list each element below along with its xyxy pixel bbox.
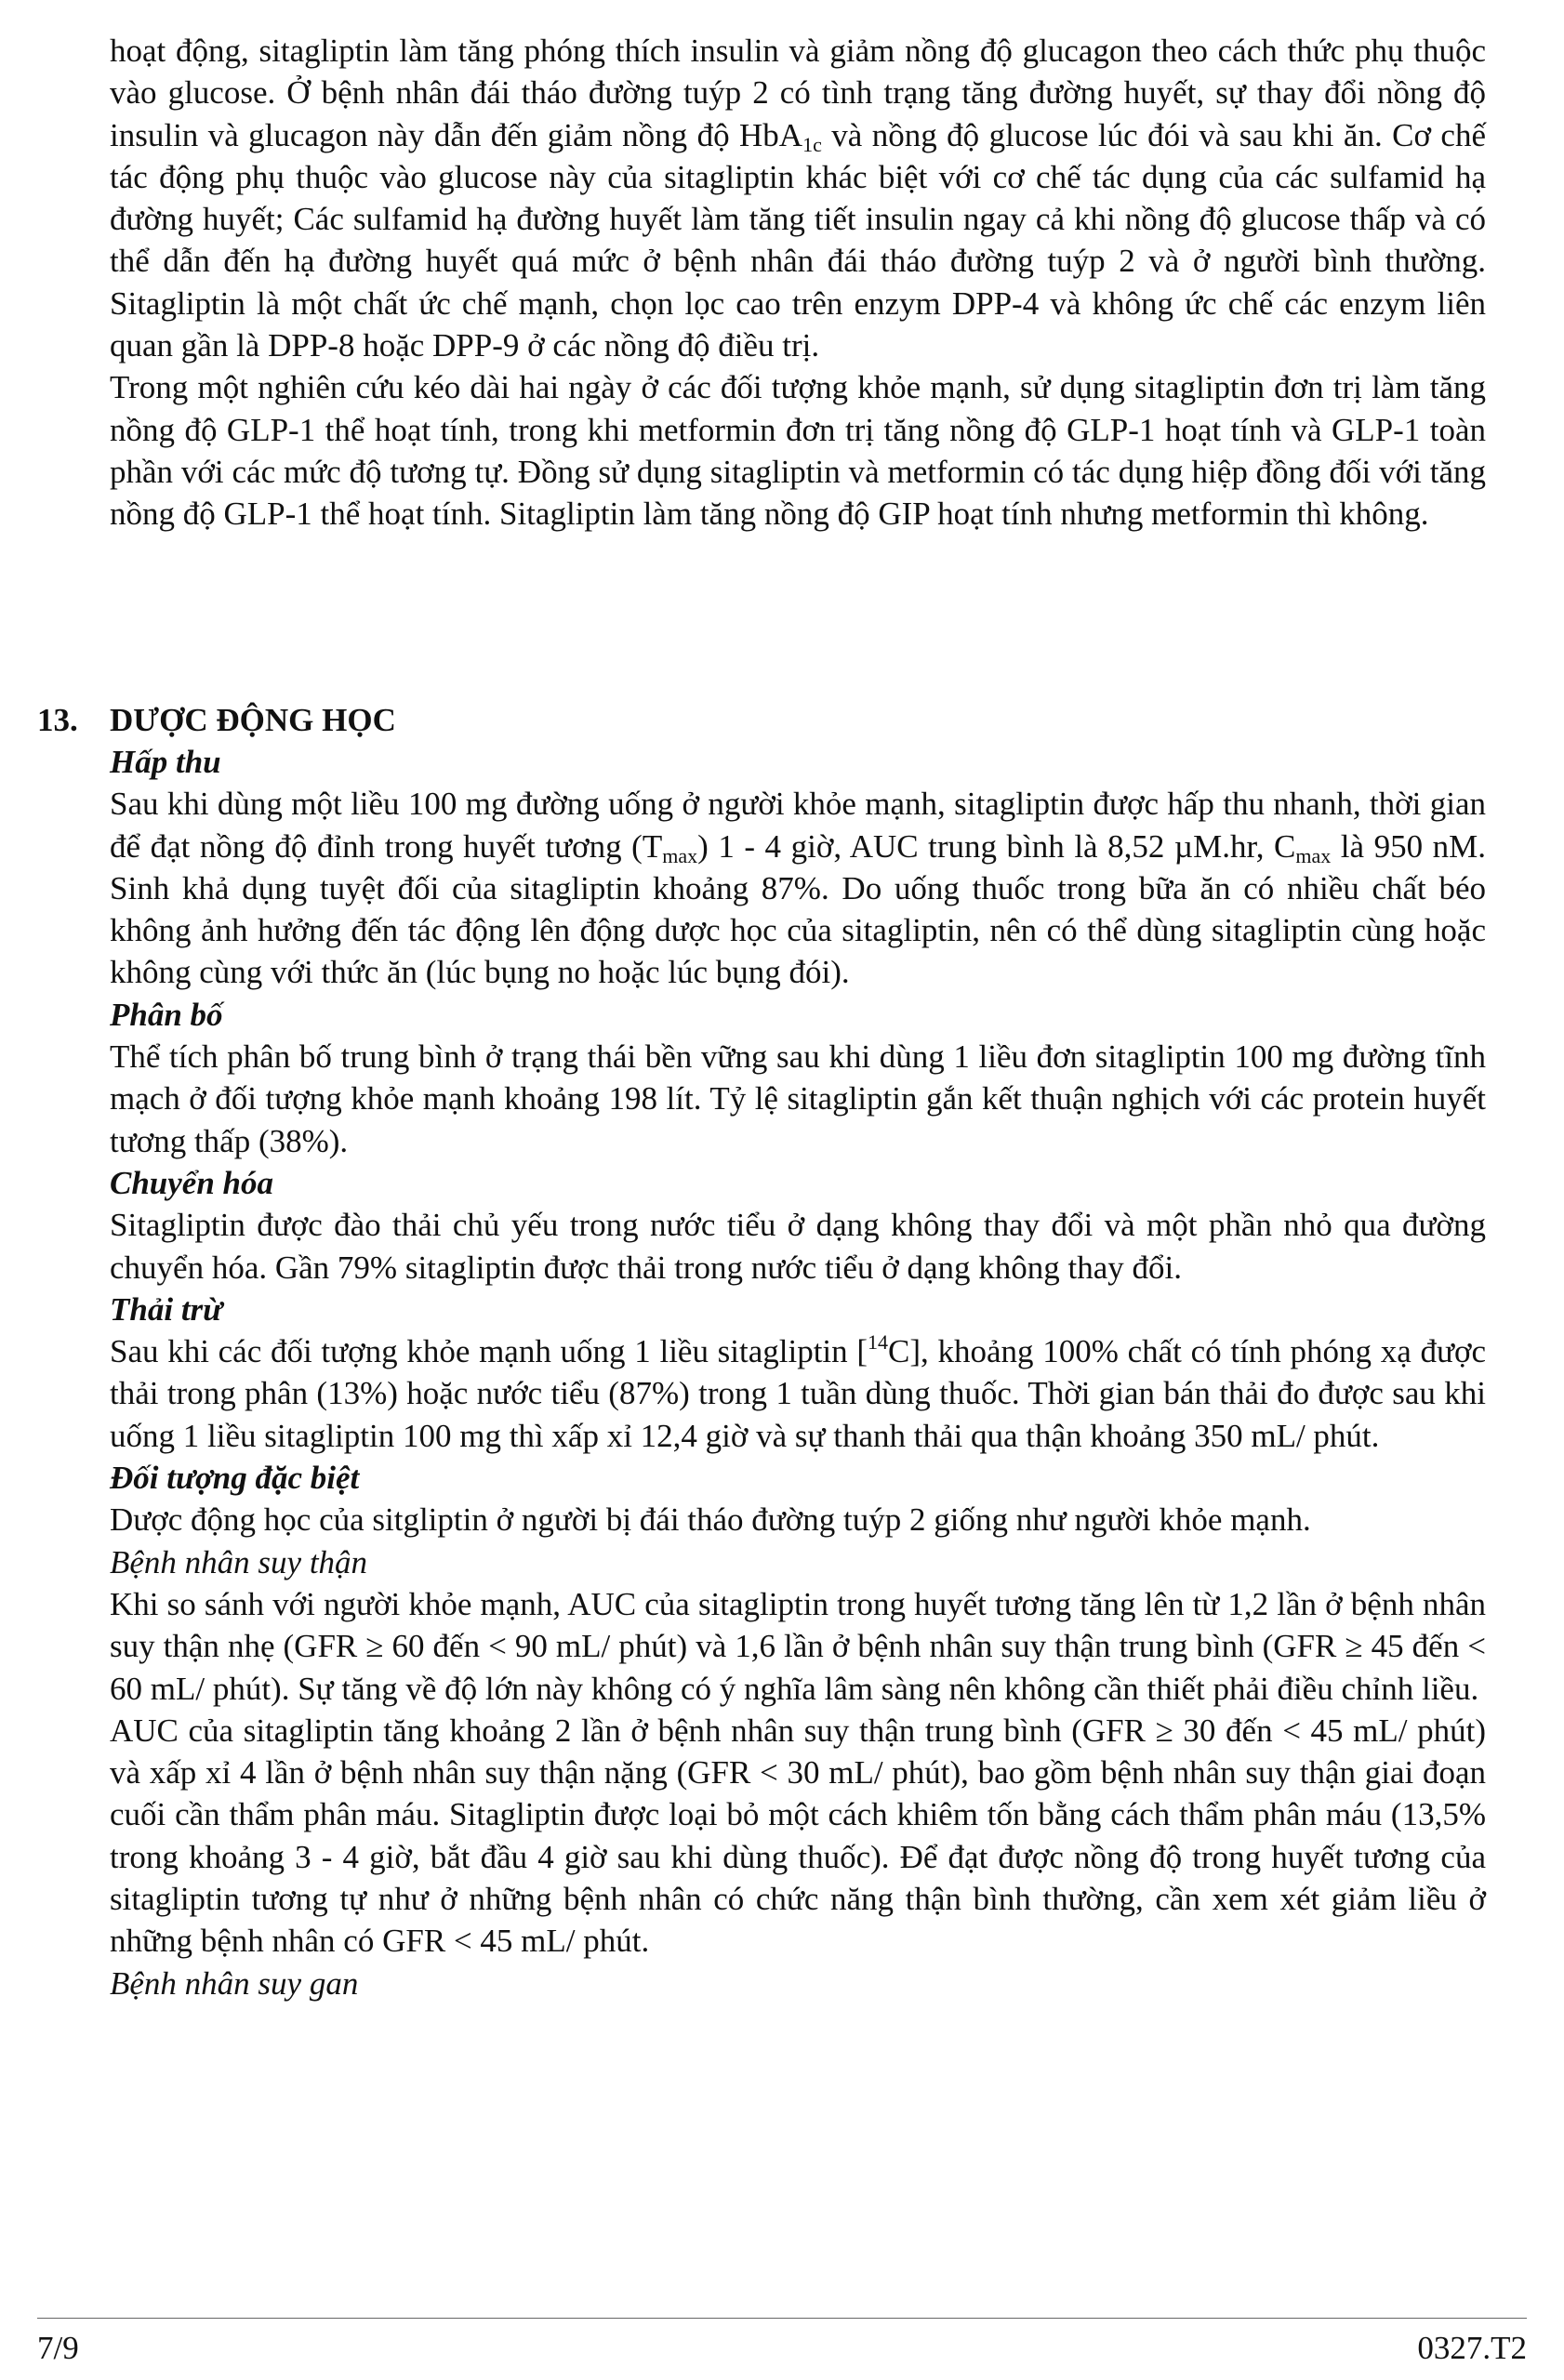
heading-absorption: Hấp thu — [110, 744, 221, 780]
section-number: 13. — [37, 702, 78, 738]
section-title-text: DƯỢC ĐỘNG HỌC — [110, 702, 396, 738]
footer-page-number: 7/9 — [37, 2330, 79, 2366]
cmax-subscript: max — [1295, 843, 1332, 867]
excretion-text-b: C], khoảng 100% chất có tính phóng xạ được thải trong phân (13%) hoặc nước tiểu (87%) trong 1 tuần dùng thuốc. Thời gian bán thải đo được sau khi uống 1 liều sitagliptin 100 mg thì xấp xỉ 12,4 giờ và sự thanh thải qua thận khoảng 350 mL/ phút. — [110, 1333, 1486, 1454]
paragraph-absorption — [110, 783, 1486, 993]
heading-special-populations: Đối tượng đặc biệt — [110, 1460, 360, 1497]
paragraph-excretion — [110, 1330, 1486, 1457]
intro-paragraph-1 — [110, 30, 1486, 366]
absorption-text-b: ) 1 - 4 giờ, AUC trung bình là 8,52 µM.hr, C — [697, 827, 1296, 865]
absorption-text-c: là 950 nM. Sinh khả dụng tuyệt đối của sitagliptin khoảng 87%. Do uống thuốc trong bữa ăn có nhiều chất béo không ảnh hưởng đến tác động lên động dược học của sitagliptin, nên có thể dùng sitagliptin cùng hoặc không cùng với thức ăn (lúc bụng no hoặc lúc bụng đói). — [110, 827, 1486, 991]
paragraph-special-populations: Dược động học của sitgliptin ở người bị đái tháo đường tuýp 2 giống như người khỏe mạnh. — [110, 1501, 1311, 1539]
paragraph-renal-2: AUC của sitagliptin tăng khoảng 2 lần ở bệnh nhân suy thận trung bình (GFR ≥ 30 đến < 45 mL/ phút) và xấp xỉ 4 lần ở bệnh nhân suy thận nặng (GFR < 30 mL/ phút), bao gồm bệnh nhân suy thận giai đoạn cuối cần thẩm phân máu. Sitagliptin được loại bỏ một cách khiêm tốn bằng cách thẩm phân máu (13,5% trong khoảng 3 - 4 giờ, bắt đầu 4 giờ sau khi dùng thuốc). Để đạt được nồng độ trong huyết tương của sitagliptin tương tự như ở những bệnh nhân có chức năng thận bình thường, cần xem xét giảm liều ở những bệnh nhân có GFR < 45 mL/ phút. — [110, 1712, 1486, 1960]
section-body — [110, 741, 1486, 2004]
paragraph-metabolism: Sitagliptin được đào thải chủ yếu trong nước tiểu ở dạng không thay đổi và một phần nhỏ qua đường chuyển hóa. Gần 79% sitagliptin được thải trong nước tiểu ở dạng không thay đổi. — [110, 1207, 1486, 1286]
heading-metabolism: Chuyển hóa — [110, 1164, 274, 1201]
section-title — [37, 699, 688, 741]
hba-subscript: 1c — [802, 132, 822, 156]
intro-text-b: và nồng độ glucose lúc đói và sau khi ăn. Cơ chế tác động phụ thuộc vào glucose này của sitagliptin khác biệt với cơ chế tác dụng của các sulfamid hạ đường huyết; Các sulfamid hạ đường huyết làm tăng tiết insulin ngay cả khi nồng độ glucose thấp và có thể dẫn đến hạ đường huyết quá mức ở bệnh nhân đái tháo đường tuýp 2 và ở người bình thường. Sitagliptin là một chất ức chế mạnh, chọn lọc cao trên enzym DPP-4 và không ức chế các enzym liên quan gần là DPP-8 hoặc DPP-9 ở các nồng độ điều trị. — [110, 116, 1486, 364]
heading-distribution: Phân bố — [110, 996, 223, 1033]
heading-excretion: Thải trừ — [110, 1290, 223, 1328]
c14-superscript: 14 — [868, 1330, 889, 1355]
heading-renal-impairment: Bệnh nhân suy thận — [110, 1543, 368, 1580]
heading-hepatic-impairment: Bệnh nhân suy gan — [110, 1964, 359, 2002]
absorption-text-a: Sau khi dùng một liều 100 mg đường uống ở người khỏe mạnh, sitagliptin được hấp thu nhanh, thời gian để đạt nồng độ đỉnh trong huyết tương (T — [110, 786, 1486, 865]
tmax-subscript: max — [662, 843, 698, 867]
intro-text-a: hoạt động, sitagliptin làm tăng phóng thích insulin và giảm nồng độ glucagon theo cách thức phụ thuộc vào glucose. Ở bệnh nhân đái tháo đường tuýp 2 có tình trạng tăng đường huyết, sự thay đổi nồng độ insulin và glucagon này dẫn đến giảm nồng độ HbA — [110, 33, 1486, 153]
excretion-text-a: Sau khi các đối tượng khỏe mạnh uống 1 liều sitagliptin [ — [110, 1333, 868, 1370]
intro-block — [110, 30, 1486, 536]
paragraph-distribution: Thể tích phân bố trung bình ở trạng thái bền vững sau khi dùng 1 liều đơn sitagliptin 100 mg đường tĩnh mạch ở đối tượng khỏe mạnh khoảng 198 lít. Tỷ lệ sitagliptin gắn kết thuận nghịch với các protein huyết tương thấp (38%). — [110, 1038, 1486, 1159]
footer-document-code: 0327.T2 — [1417, 2330, 1527, 2366]
intro-paragraph-2: Trong một nghiên cứu kéo dài hai ngày ở các đối tượng khỏe mạnh, sử dụng sitagliptin đơn trị làm tăng nồng độ GLP-1 thể hoạt tính, trong khi metformin đơn trị tăng nồng độ GLP-1 hoạt tính và GLP-1 toàn phần với các mức độ tương tự. Đồng sử dụng sitagliptin và metformin có tác dụng hiệp đồng đối với tăng nồng độ GLP-1 thể hoạt tính. Sitagliptin làm tăng nồng độ GIP hoạt tính nhưng metformin thì không. — [110, 369, 1486, 533]
footer-divider — [37, 2318, 1527, 2319]
paragraph-renal-1: Khi so sánh với người khỏe mạnh, AUC của sitagliptin trong huyết tương tăng lên từ 1,2 lần ở bệnh nhân suy thận nhẹ (GFR ≥ 60 đến < 90 mL/ phút) và 1,6 lần ở bệnh nhân suy thận trung bình (GFR ≥ 45 đến < 60 mL/ phút). Sự tăng về độ lớn này không có ý nghĩa lâm sàng nên không cần thiết phải điều chỉnh liều. — [110, 1585, 1486, 1707]
